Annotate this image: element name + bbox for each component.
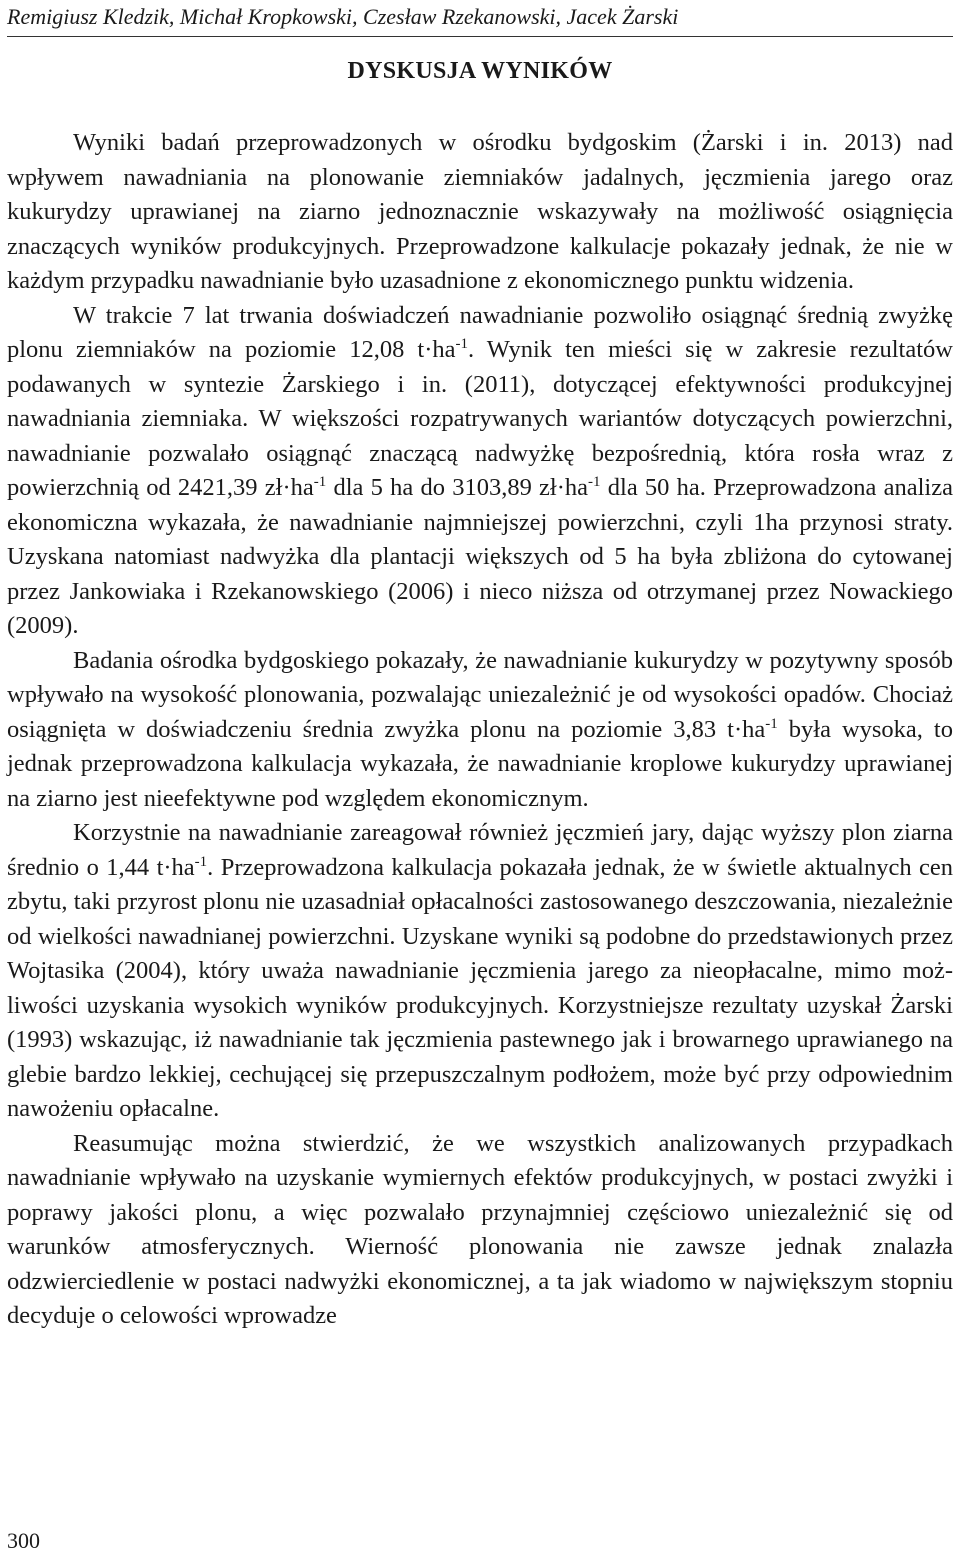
superscript: -1 (588, 474, 601, 490)
text-run: W trakcie 7 lat trwania doświadczeń nawadnianie pozwoliło osiągnąć średnią zwyżkę plonu ziemniaków na poziomie 12,08 t·ha (7, 301, 953, 363)
text-run: Reasumując można stwierdzić, że we wszystkich analizowanych przypadkach nawadnianie wpływało na uzyskanie wymiernych efektów produkcyjnych, w postaci zwyżki i poprawy jakości plonu, a więc pozwalało przynajmniej częściowo uniezależnić się od warunków atmosferycznych. Wierność plonowania nie zawsze jednak znalazła odzwierciedlenie w postaci nadwyżki ekonomicznej, a ta jak wiadomo w największym stopniu decyduje o celowości wprowadze (7, 1129, 953, 1329)
running-head-authors: Remigiusz Kledzik, Michał Kropkowski, Czesław Rzekanowski, Jacek Żarski (7, 4, 679, 29)
text-run: Badania ośrodka bydgoskiego pokazały, że nawadnianie kukurydzy w pozytywny sposób wpływało na wysokość plonowania, pozwalając uniezależnić je od wysokości opadów. Chociaż osiągnięta w doświadczeniu średnia zwyżka plonu na poziomie 3,83 t·ha (7, 646, 953, 743)
superscript: -1 (455, 336, 469, 352)
text-run: Korzystnie na nawadnianie zareagował również jęczmień jary, dając wyższy plon ziarna średnio o 1,44 t·ha (7, 819, 953, 881)
superscript: -1 (194, 853, 208, 870)
text-run: była wysoka, to jednak przeprowadzona kalkulacja wykazała, że nawadnianie kroplowe kukurydzy uprawianej na ziarno jest nieefektywne pod względem ekonomicznym. (7, 715, 953, 812)
text-run: Wyniki badań przeprowadzonych w ośrodku bydgoskim (Żarski i in. 2013) nad wpływem nawadniania na plonowanie ziemniaków jadalnych, jęczmienia jarego oraz kukurydzy uprawianej na ziarno jednoznacznie wskazywały na możliwość osiągnięcia znaczących wyników produkcyjnych. Przeprowadzone kalkulacje pokazały jednak, że nie w każdym przypadku nawadnianie było uzasadnione z ekonomicznego punktu widzenia. (7, 129, 953, 294)
paragraph (7, 299, 953, 644)
text-run: dla 50 ha. Przeprowadzona analiza ekonomiczna wykazała, że nawadnianie najmniejszej powierzchni, czyli 1ha przynosi straty. Uzyskana natomiast nadwyżka dla plantacji większych od 5 ha była zbliżona do cytowanej przez Jankowiaka i Rzekanowskiego (2006) i nieco niższa od otrzymanej przez Nowackiego (2009). (7, 474, 953, 639)
paragraph (7, 1127, 953, 1334)
text-run: . Wynik ten mieści się w zakresie rezultatów podawanych w syntezie Żarskiego i in. (2011), dotyczącej efektywności produkcyjnej nawadniania ziemniaka. W większości rozpatrywanych wariantów dotyczących powierzchni, nawadnianie pozwalało osiągnąć znaczącą nadwyżkę bezpośrednią, która rosła wraz z powierzchnią od 2421,39 zł·ha (7, 336, 953, 501)
superscript: -1 (765, 715, 778, 732)
body-text (7, 126, 953, 1334)
section-title: DYSKUSJA WYNIKÓW (347, 58, 613, 84)
header-rule (7, 36, 953, 37)
paragraph (7, 816, 953, 1127)
superscript: -1 (313, 474, 327, 490)
text-run: . Przeprowadzona kalkulacja pokazała jednak, że w świetle aktualnych cen zbytu, taki przyrost plonu nie uzasadniał opłacalności zastosowanego deszczowania, niezależnie od wielkości nawadnianej powierzchni. Uzyskane wyniki są podobne do przedstawionych przez Wojtasika (2004), który uważa nawadnianie jęczmienia jarego za nieopłacalne, mimo możliwości uzyskania wysokich wyników produkcyjnych. Korzystniejsze rezultaty uzyskał Żarski (1993) wskazując, iż nawadnianie tak jęczmienia pastewnego jak i browarnego uprawianego na glebie bardzo lekkiej, cechującej się przepuszczalnym podłożem, może być przy odpowiednim nawożeniu opłacalne. (7, 853, 954, 1122)
paragraph (7, 644, 953, 817)
paragraph (7, 126, 953, 299)
text-run: dla 5 ha do 3103,89 zł·ha (326, 474, 589, 501)
page-number: 300 (7, 1528, 40, 1553)
